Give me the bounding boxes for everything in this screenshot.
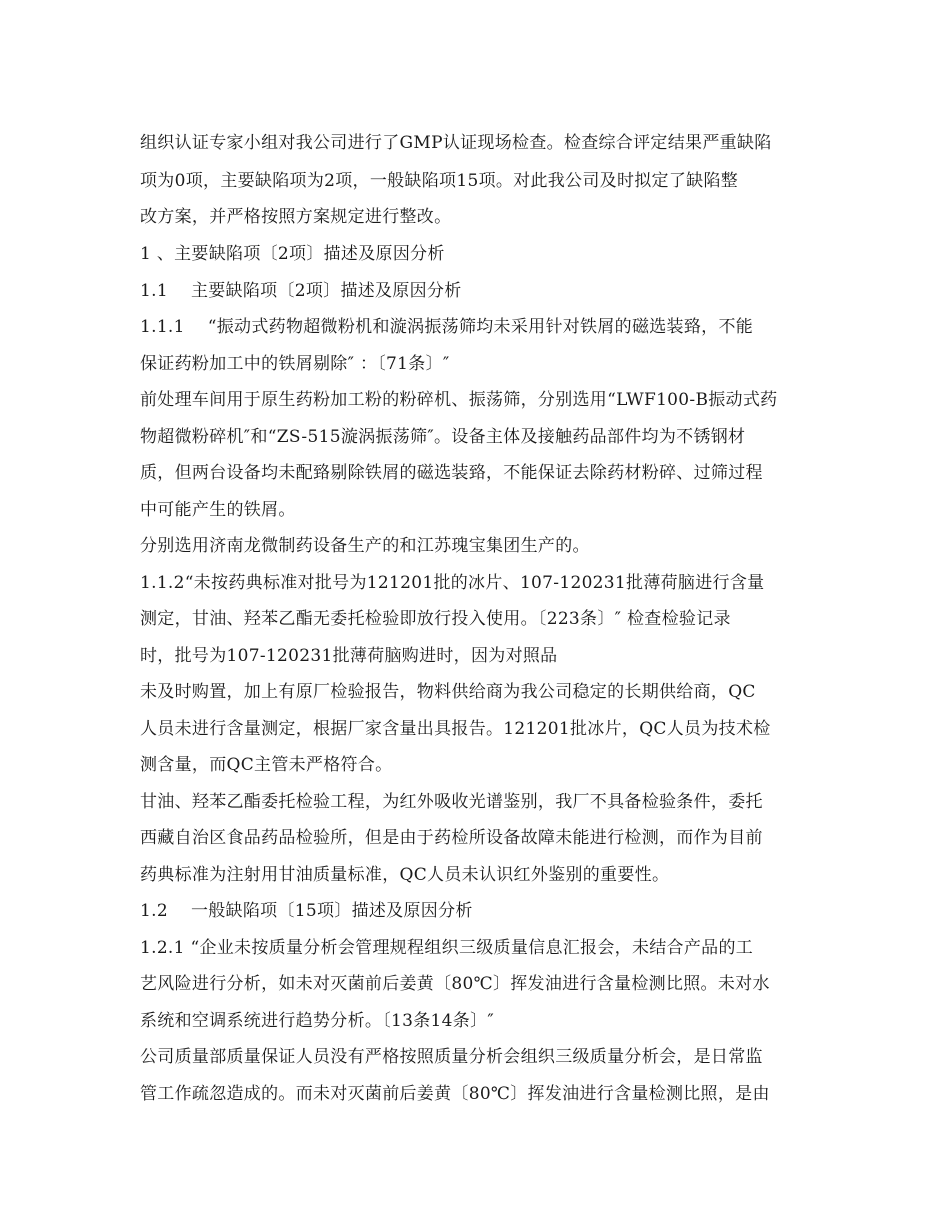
text-line: 人员未进行含量测定，根据厂家含量出具报告。121201批冰片，QC人员为技术检 — [140, 719, 771, 739]
text-line: 药典标准为注射用甘油质量标准，QC人员未认识红外鉴别的重要性。 — [140, 865, 670, 885]
text-line: 时，批号为107-120231批薄荷脑购进时，因为对照品 — [140, 646, 558, 666]
text-line: 公司质量部质量保证人员没有严格按照质量分析会组织三级质量分析会，是日常监 — [140, 1047, 763, 1067]
section-heading: 1.2 一般缺陷项〔15项〕描述及原因分析 — [140, 901, 473, 921]
text-line: 中可能产生的铁屑。 — [140, 500, 296, 520]
text-line: 未及时购置，加上有原厂检验报告，物料供给商为我公司稳定的长期供给商，QC — [140, 682, 756, 702]
text-line: 西藏自治区食品药品检验所，但是由于药检所设备故障未能进行检测，而作为目前 — [140, 828, 763, 848]
text-line: 测含量，而QC主管未严格符合。 — [140, 755, 393, 775]
text-line: 甘油、羟苯乙酯委托检验工程，为红外吸收光谱鉴别，我厂不具备检验条件，委托 — [140, 792, 763, 812]
text-line: 物超微粉碎机″和“ZS-515漩涡振荡筛″。设备主体及接触药品部件均为不锈钢材 — [140, 427, 746, 447]
text-line: 1.2.1 “企业未按质量分析会管理规程组织三级质量信息汇报会，未结合产品的工 — [140, 938, 754, 958]
text-line: 1.1.2“未按药典标准对批号为121201批的冰片、107-120231批薄荷脑进行含量 — [140, 573, 765, 593]
section-heading: 1.1 主要缺陷项〔2项〕描述及原因分析 — [140, 281, 462, 301]
text-line: 管工作疏忽造成的。而未对灭菌前后姜黄〔80℃〕挥发油进行含量检测比照，是由 — [140, 1084, 770, 1104]
text-line: 1.1.1 “振动式药物超微粉机和漩涡振荡筛均未采用针对铁屑的磁选装臵，不能 — [140, 317, 754, 337]
text-line: 系统和空调系统进行趋势分析。〔13条14条〕″ — [140, 1011, 495, 1031]
section-heading: 1 、主要缺陷项〔2项〕描述及原因分析 — [140, 244, 445, 264]
text-line: 组织认证专家小组对我公司进行了GMP认证现场检查。检查综合评定结果严重缺陷 — [140, 133, 772, 153]
text-line: 改方案，并严格按照方案规定进行整改。 — [140, 207, 452, 227]
text-line: 项为0项，主要缺陷项为2项，一般缺陷项15项。对此我公司及时拟定了缺陷整 — [140, 171, 739, 191]
text-line: 前处理车间用于原生药粉加工粉的粉碎机、振荡筛，分别选用“LWF100-B振动式药 — [140, 390, 778, 410]
text-line: 分别选用济南龙微制药设备生产的和江苏瑰宝集团生产的。 — [140, 536, 590, 556]
text-line: 艺风险进行分析，如未对灭菌前后姜黄〔80℃〕挥发油进行含量检测比照。未对水 — [140, 974, 770, 994]
text-line: 保证药粉加工中的铁屑剔除″ ：〔71条〕″ — [140, 354, 450, 374]
text-line: 测定，甘油、羟苯乙酯无委托检验即放行投入使用。〔223条〕″ 检查检验记录 — [140, 609, 731, 629]
text-line: 质，但两台设备均未配臵剔除铁屑的磁选装臵，不能保证去除药材粉碎、过筛过程 — [140, 463, 763, 483]
